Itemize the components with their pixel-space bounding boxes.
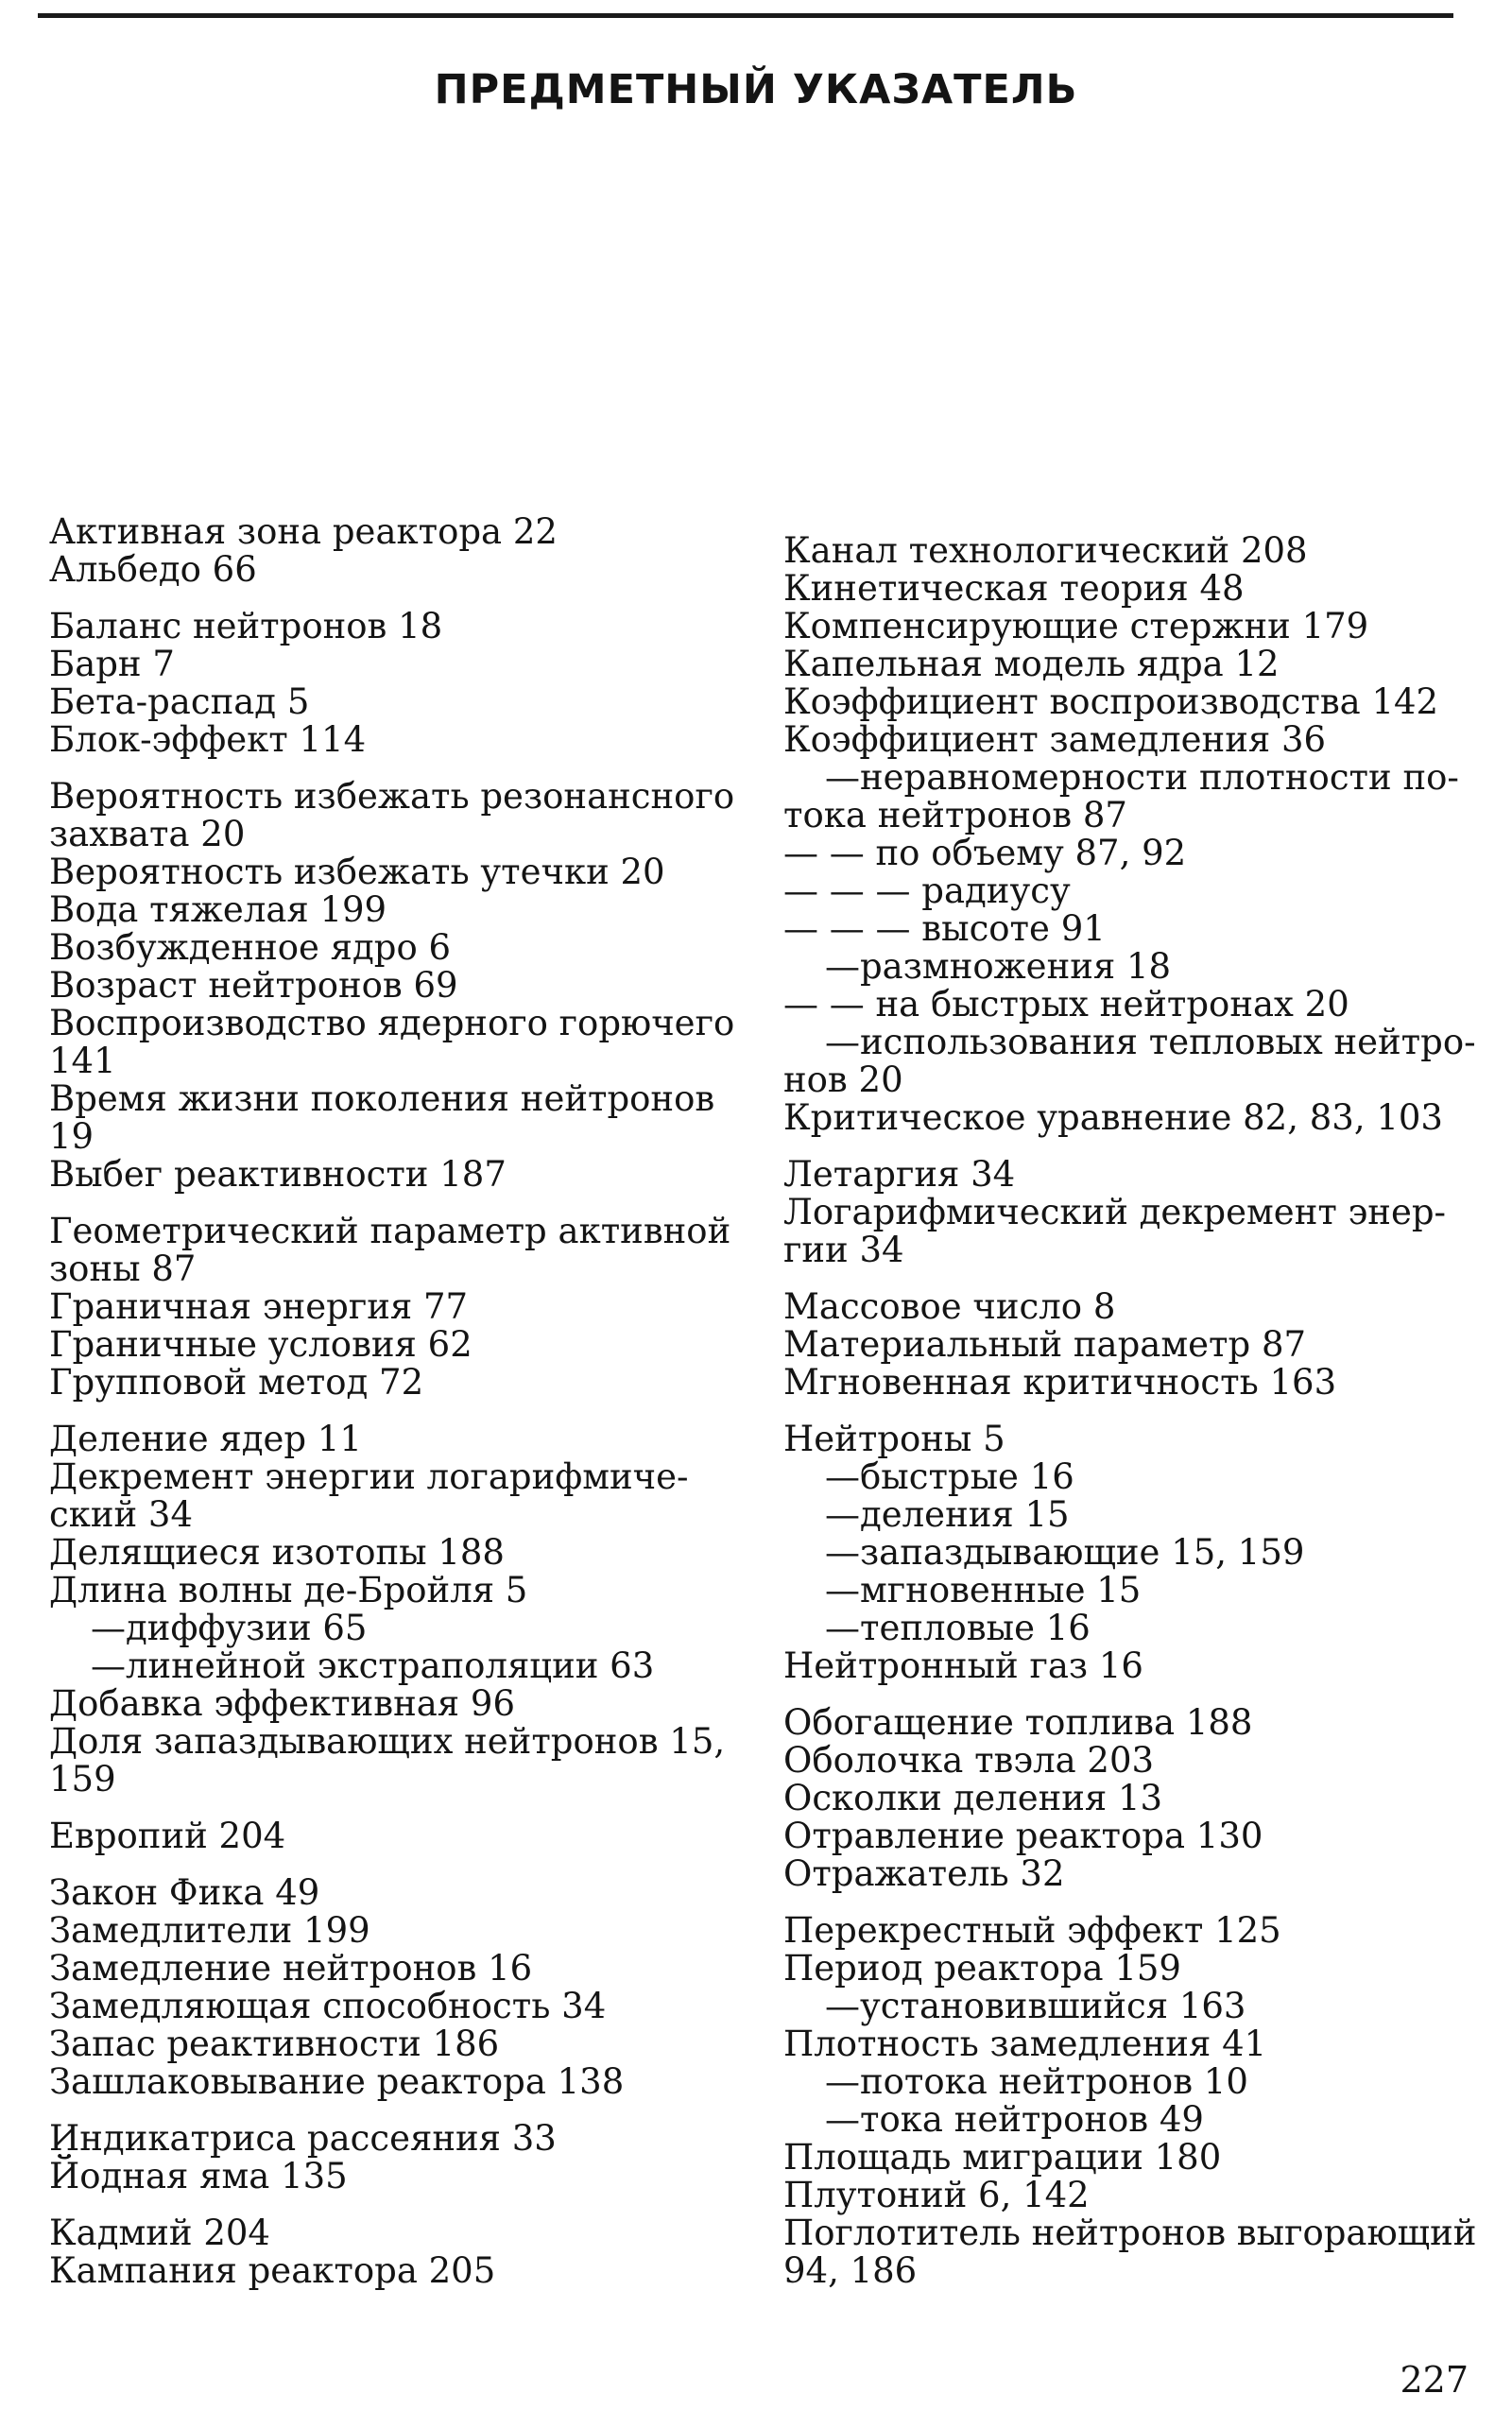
index-entry: Кадмий 204: [49, 2213, 270, 2253]
index-entry: Деление ядер 11: [49, 1419, 362, 1459]
index-entry: Логарифмический декремент энер-: [783, 1192, 1447, 1232]
index-entry: зоны 87: [49, 1249, 197, 1289]
index-entry: Коэффициент воспроизводства 142: [783, 681, 1439, 722]
index-entry: Кампания реактора 205: [49, 2250, 496, 2291]
index-entry: Время жизни поколения нейтронов: [49, 1078, 715, 1119]
index-entry: Канал технологический 208: [783, 530, 1308, 571]
index-entry: —деления 15: [825, 1494, 1070, 1535]
index-entry: Граничная энергия 77: [49, 1286, 469, 1327]
index-entry: Мгновенная критичность 163: [783, 1362, 1337, 1403]
index-entry: Плотность замедления 41: [783, 2024, 1267, 2064]
index-entry: Выбег реактивности 187: [49, 1154, 507, 1195]
index-entry: Зашлаковывание реактора 138: [49, 2061, 625, 2102]
index-entry: Длина волны де-Бройля 5: [49, 1570, 528, 1610]
index-entry: —линейной экстраполяции 63: [91, 1645, 655, 1686]
index-entry: Групповой метод 72: [49, 1362, 424, 1403]
index-entry: тока нейтронов 87: [783, 795, 1127, 835]
index-entry: Возбужденное ядро 6: [49, 927, 452, 968]
index-entry: —мгновенные 15: [825, 1570, 1142, 1610]
index-entry: Индикатриса рассеяния 33: [49, 2118, 557, 2159]
index-entry: Плутоний 6, 142: [783, 2175, 1090, 2215]
index-entry: Доля запаздывающих нейтронов 15,: [49, 1721, 726, 1762]
index-entry: Делящиеся изотопы 188: [49, 1532, 505, 1573]
index-entry: —быстрые 16: [825, 1456, 1074, 1497]
index-entry: Кинетическая теория 48: [783, 568, 1245, 609]
index-entry: Массовое число 8: [783, 1286, 1116, 1327]
index-entry: Критическое уравнение 82, 83, 103: [783, 1097, 1443, 1138]
index-entry: Период реактора 159: [783, 1948, 1181, 1989]
index-entry: Блок-эффект 114: [49, 719, 367, 760]
index-entry: Активная зона реактора 22: [49, 511, 558, 552]
index-entry: 141: [49, 1041, 116, 1081]
index-entry: — — по объему 87, 92: [783, 833, 1187, 873]
index-entry: Перекрестный эффект 125: [783, 1910, 1281, 1951]
index-entry: Отравление реактора 130: [783, 1816, 1263, 1856]
index-entry: Декремент энергии логарифмиче-: [49, 1456, 689, 1497]
index-entry: Закон Фика 49: [49, 1872, 320, 1913]
index-entry: — — — высоте 91: [783, 908, 1106, 949]
index-entry: Оболочка твэла 203: [783, 1740, 1155, 1781]
index-entry: Нейтронный газ 16: [783, 1645, 1143, 1686]
index-entry: Обогащение топлива 188: [783, 1702, 1253, 1743]
index-entry: Баланс нейтронов 18: [49, 606, 443, 646]
top-rule: [38, 13, 1453, 18]
index-entry: —установившийся 163: [825, 1986, 1246, 2026]
index-entry: Замедляющая способность 34: [49, 1986, 607, 2026]
index-entry: Бета-распад 5: [49, 681, 310, 722]
index-entry: — — на быстрых нейтронах 20: [783, 984, 1349, 1025]
index-entry: —тепловые 16: [825, 1608, 1091, 1648]
index-entry: Геометрический параметр активной: [49, 1211, 731, 1251]
index-entry: Поглотитель нейтронов выгорающий: [783, 2213, 1477, 2253]
index-entry: — — — радиусу: [783, 870, 1071, 911]
index-entry: Вода тяжелая 199: [49, 889, 387, 930]
index-entry: 94, 186: [783, 2250, 918, 2291]
index-entry: Площадь миграции 180: [783, 2137, 1222, 2178]
index-entry: Коэффициент замедления 36: [783, 719, 1327, 760]
index-entry: Европий 204: [49, 1816, 286, 1856]
index-entry: нов 20: [783, 1059, 903, 1100]
index-entry: Граничные условия 62: [49, 1324, 472, 1365]
page-number: 227: [1400, 2359, 1469, 2401]
index-entry: —неравномерности плотности по-: [825, 757, 1459, 798]
index-entry: захвата 20: [49, 814, 246, 854]
index-entry: Йодная яма 135: [49, 2156, 348, 2196]
index-entry: Летаргия 34: [783, 1154, 1016, 1195]
index-entry: —размножения 18: [825, 946, 1172, 987]
index-entry: гии 34: [783, 1230, 904, 1270]
page-title: ПРЕДМЕТНЫЙ УКАЗАТЕЛЬ: [434, 66, 1078, 113]
index-entry: Капельная модель ядра 12: [783, 644, 1280, 684]
index-entry: Воспроизводство ядерного горючего: [49, 1003, 735, 1043]
index-entry: Барн 7: [49, 644, 175, 684]
index-entry: 19: [49, 1116, 94, 1157]
index-entry: Замедлители 199: [49, 1910, 370, 1951]
index-entry: ский 34: [49, 1494, 194, 1535]
index-entry: Вероятность избежать утечки 20: [49, 852, 665, 892]
index-entry: Альбедо 66: [49, 549, 257, 590]
index-entry: Запас реактивности 186: [49, 2024, 500, 2064]
index-entry: —запаздывающие 15, 159: [825, 1532, 1305, 1573]
index-entry: —потока нейтронов 10: [825, 2061, 1248, 2102]
index-entry: Нейтроны 5: [783, 1419, 1005, 1459]
index-entry: Отражатель 32: [783, 1853, 1065, 1894]
index-entry: Замедление нейтронов 16: [49, 1948, 533, 1989]
index-entry: —использования тепловых нейтро-: [825, 1022, 1476, 1062]
index-entry: Вероятность избежать резонансного: [49, 776, 735, 817]
index-entry: 159: [49, 1759, 116, 1800]
index-entry: —диффузии 65: [91, 1608, 368, 1648]
index-entry: —тока нейтронов 49: [825, 2099, 1204, 2140]
index-entry: Осколки деления 13: [783, 1778, 1163, 1818]
index-entry: Возраст нейтронов 69: [49, 965, 458, 1006]
index-entry: Материальный параметр 87: [783, 1324, 1307, 1365]
index-entry: Добавка эффективная 96: [49, 1683, 515, 1724]
index-entry: Компенсирующие стержни 179: [783, 606, 1369, 646]
